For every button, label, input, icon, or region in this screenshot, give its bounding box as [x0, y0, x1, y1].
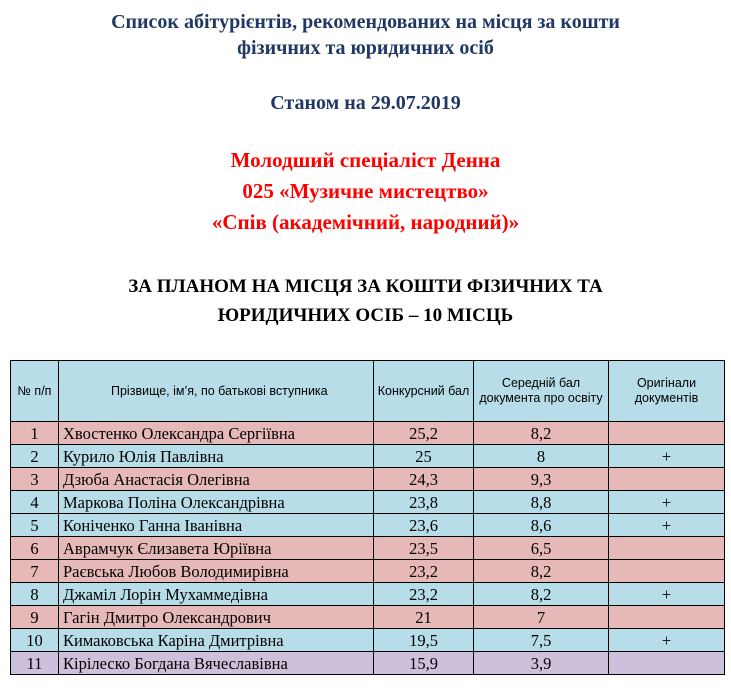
col-header-score: Конкурсний бал — [374, 361, 474, 422]
row-doc-avg-cell: 7,5 — [474, 629, 609, 652]
row-originals-cell — [609, 468, 725, 491]
row-num-cell: 10 — [11, 629, 59, 652]
row-score-cell: 15,9 — [374, 652, 474, 675]
row-name-cell: Джаміл Лорін Мухаммедівна — [59, 583, 374, 606]
row-name-cell: Дзюба Анастасія Олегівна — [59, 468, 374, 491]
row-name-cell: Кірілеско Богдана Вячеславівна — [59, 652, 374, 675]
col-header-doc-avg: Середній бал документа про освіту — [474, 361, 609, 422]
row-score-cell: 23,5 — [374, 537, 474, 560]
row-score-cell: 24,3 — [374, 468, 474, 491]
row-name-cell: Курило Юлія Павлівна — [59, 445, 374, 468]
row-originals-cell — [609, 422, 725, 445]
row-name-cell: Хвостенко Олександра Сергіївна — [59, 422, 374, 445]
row-name-cell: Раєвська Любов Володимирівна — [59, 560, 374, 583]
program-line-2: 025 «Музичне мистецтво» — [242, 179, 489, 203]
applicants-table — [10, 360, 725, 675]
row-doc-avg-cell: 8 — [474, 445, 609, 468]
row-score-cell: 23,2 — [374, 560, 474, 583]
row-doc-avg-cell: 8,2 — [474, 560, 609, 583]
row-score-cell: 23,2 — [374, 583, 474, 606]
row-originals-cell — [609, 606, 725, 629]
row-originals-cell — [609, 537, 725, 560]
row-originals-cell: + — [609, 583, 725, 606]
row-num-cell: 9 — [11, 606, 59, 629]
row-name-cell: Кимаковська Каріна Дмитрівна — [59, 629, 374, 652]
program-line-3: «Спів (академічний, народний)» — [211, 210, 520, 234]
row-num-cell: 4 — [11, 491, 59, 514]
row-score-cell: 19,5 — [374, 629, 474, 652]
row-num-cell: 2 — [11, 445, 59, 468]
row-doc-avg-cell: 8,2 — [474, 583, 609, 606]
row-doc-avg-cell: 6,5 — [474, 537, 609, 560]
row-score-cell: 23,8 — [374, 491, 474, 514]
table-row — [11, 445, 725, 468]
plan-line-2: ЮРИДИЧНИХ ОСІБ – 10 МІСЦЬ — [217, 305, 514, 326]
row-num-cell: 1 — [11, 422, 59, 445]
row-name-cell: Коніченко Ганна Іванівна — [59, 514, 374, 537]
row-num-cell: 11 — [11, 652, 59, 675]
row-num-cell: 3 — [11, 468, 59, 491]
col-header-originals: Оригінали документів — [609, 361, 725, 422]
row-num-cell: 5 — [11, 514, 59, 537]
row-score-cell: 23,6 — [374, 514, 474, 537]
table-row — [11, 560, 725, 583]
table-row — [11, 606, 725, 629]
table-row — [11, 422, 725, 445]
row-doc-avg-cell: 8,2 — [474, 422, 609, 445]
table-header-row — [11, 361, 725, 422]
row-num-cell: 8 — [11, 583, 59, 606]
row-doc-avg-cell: 8,8 — [474, 491, 609, 514]
row-originals-cell: + — [609, 629, 725, 652]
row-doc-avg-cell: 7 — [474, 606, 609, 629]
row-originals-cell: + — [609, 514, 725, 537]
row-name-cell: Гагін Дмитро Олександрович — [59, 606, 374, 629]
col-header-num: № п/п — [11, 361, 59, 422]
row-num-cell: 7 — [11, 560, 59, 583]
row-doc-avg-cell: 8,6 — [474, 514, 609, 537]
table-row — [11, 468, 725, 491]
title-line-2: фізичних та юридичних осіб — [237, 37, 494, 59]
row-originals-cell — [609, 652, 725, 675]
row-name-cell: Маркова Поліна Олександрівна — [59, 491, 374, 514]
date-line: Станом на 29.07.2019 — [270, 92, 461, 114]
table-row — [11, 491, 725, 514]
row-doc-avg-cell: 3,9 — [474, 652, 609, 675]
program-line-1: Молодший спеціаліст Денна — [230, 148, 501, 172]
col-header-name: Прізвище, ім’я, по батькові вступника — [59, 361, 374, 422]
table-row — [11, 652, 725, 675]
row-originals-cell: + — [609, 491, 725, 514]
table-row — [11, 514, 725, 537]
row-name-cell: Аврамчук Єлизавета Юріївна — [59, 537, 374, 560]
row-score-cell: 25 — [374, 445, 474, 468]
table-row — [11, 537, 725, 560]
table-row — [11, 583, 725, 606]
title-line-1: Список абітурієнтів, рекомендованих на місця за кошти — [111, 11, 620, 33]
row-doc-avg-cell: 9,3 — [474, 468, 609, 491]
row-originals-cell — [609, 560, 725, 583]
row-originals-cell: + — [609, 445, 725, 468]
row-num-cell: 6 — [11, 537, 59, 560]
table-row — [11, 629, 725, 652]
row-score-cell: 25,2 — [374, 422, 474, 445]
row-score-cell: 21 — [374, 606, 474, 629]
plan-line-1: ЗА ПЛАНОМ НА МІСЦЯ ЗА КОШТИ ФІЗИЧНИХ ТА — [128, 276, 603, 297]
